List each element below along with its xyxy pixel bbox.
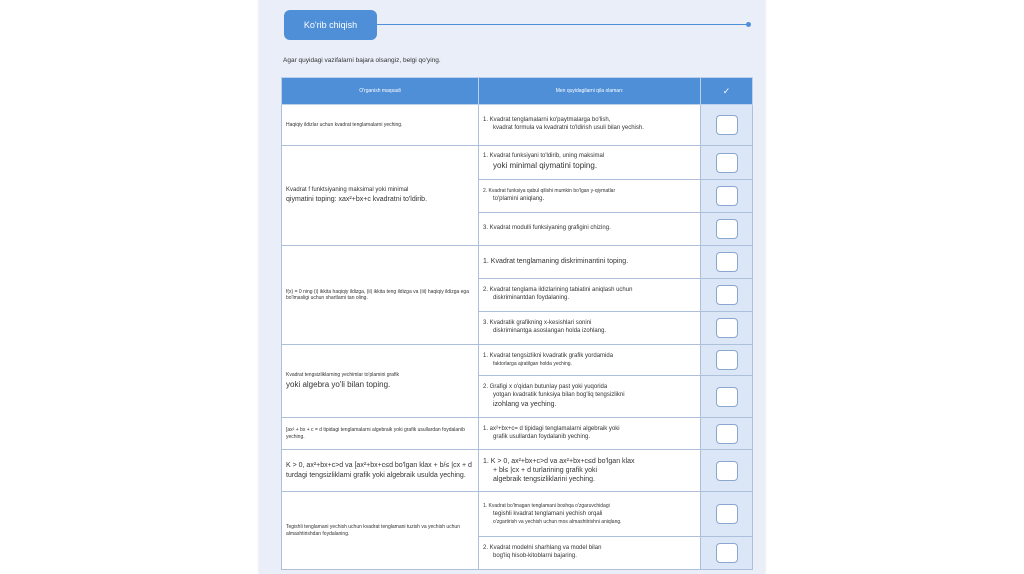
- check-cell: [701, 279, 753, 312]
- checkbox[interactable]: [716, 318, 738, 338]
- table-header-row: [282, 78, 753, 105]
- check-cell: [701, 105, 753, 146]
- task-text: to'plamini aniqlang.: [493, 196, 545, 202]
- task-text: yotgan kvadratik funksiya bilan bog'liq tengsizlikni: [493, 391, 625, 398]
- task-cell: 3. Kvadrat modulli funksiyaning grafigini chizing.: [479, 213, 701, 246]
- task-text: 1. ax²+bx+c= d tipidagi tenglamalarni algebraik yoki: [483, 425, 620, 432]
- task-text: 2. Grafigi x o'qidan butunlay past yoki yuqorida: [483, 384, 608, 391]
- task-text: kvadrat formula va kvadratni to'ldirish usuli bilan yechish.: [493, 125, 644, 131]
- check-cell: [701, 213, 753, 246]
- task-text: 2. Kvadrat tenglama ildizlarining tabiatini aniqlash uchun: [483, 287, 633, 294]
- task-text: diskriminantdan foydalaning.: [493, 295, 570, 301]
- checkbox[interactable]: [716, 504, 738, 524]
- task-cell: [479, 279, 701, 312]
- check-cell: [701, 312, 753, 345]
- checkbox[interactable]: [716, 252, 738, 272]
- col-header-tasks: Men quyidagilarni qila olaman:: [479, 78, 701, 105]
- check-cell: [701, 180, 753, 213]
- task-text: 1. Kvadrat funksiyani to'ldirib, uning maksimal: [483, 153, 605, 160]
- checkbox[interactable]: [716, 153, 738, 173]
- goal-cell: f(x) = 0 ning (i) ikkita haqiqiy ildizga, (ii) ikkita teng ildizga va (iii) haqiqiy ildizga ega bo'lmasligi uchun shartlarni tan oling.: [282, 246, 479, 345]
- check-cell: [701, 418, 753, 450]
- task-text: yoki minimal qiymatini toping.: [493, 161, 598, 171]
- task-text: + bl≤ |cx + d turlarining grafik yoki: [493, 466, 598, 474]
- check-cell: [701, 537, 753, 570]
- header-divider: [377, 24, 747, 25]
- task-cell: [479, 180, 701, 213]
- task-text: 2. Kvadrat modelni sharhlang va model bilan: [483, 545, 602, 552]
- table-row: [282, 492, 753, 537]
- checkbox[interactable]: [716, 543, 738, 563]
- table-row: [282, 246, 753, 279]
- instruction-text: Agar quyidagi vazifalarni bajara olsangiz, belgi qo'ying.: [283, 57, 441, 64]
- task-cell: [479, 146, 701, 180]
- task-cell: [479, 418, 701, 450]
- task-text: grafik usullardan foydalanib yeching.: [493, 433, 591, 440]
- goal-cell: [ax² + bx + c = d tipidagi tenglamalarni algebraik yoki grafik usullardan foydalanib yeching.: [282, 418, 479, 450]
- task-cell: [479, 450, 701, 492]
- task-text: algebraik tengsizliklarini yeching.: [493, 476, 595, 484]
- checkbox[interactable]: [716, 285, 738, 305]
- task-text: diskriminantga asoslangan holda izohlang.: [493, 328, 607, 334]
- section-title: Ko'rib chiqish: [284, 10, 377, 40]
- task-text: 1. Kvadrat tenglamalarni ko'paytmalarga bo'lish,: [483, 117, 611, 124]
- check-cell: [701, 146, 753, 180]
- task-text: o'zgartirish va yechish uchun mos almashtirishni aniqlang.: [493, 518, 622, 525]
- goal-text: qiymatini toping: xax²+bx+c kvadratni to'ldirib.: [286, 195, 428, 203]
- goal-cell: Tegishli tenglamani yechish uchun kvadrat tenglamani tuzish va yechish uchun almashtirishdan foydalaning.: [282, 492, 479, 570]
- task-text: tegishli kvadrat tenglamani yechish orqali: [493, 510, 603, 517]
- checkbox[interactable]: [716, 424, 738, 444]
- table-row: [282, 146, 753, 180]
- check-cell: [701, 450, 753, 492]
- goal-text: yoki algebra yo'li bilan toping.: [286, 379, 391, 389]
- task-text: 1. Kvadrat bo'lmagan tenglamani boshqa o'zgaruvchidagi: [483, 502, 610, 509]
- header-divider-dot: [746, 22, 751, 27]
- goal-cell: Haqiqiy ildizlar uchun kvadrat tenglamalarni yeching.: [282, 105, 479, 146]
- checkbox[interactable]: [716, 461, 738, 481]
- task-cell: [479, 105, 701, 146]
- check-cell: [701, 246, 753, 279]
- table-row: [282, 418, 753, 450]
- check-cell: [701, 345, 753, 376]
- checkbox[interactable]: [716, 387, 738, 407]
- checkbox[interactable]: [716, 186, 738, 206]
- task-text: izohlang va yeching.: [493, 400, 557, 408]
- table-row: [282, 450, 753, 492]
- goal-text: Kvadrat f funktsiyaning maksimal yoki minimal: [286, 186, 409, 193]
- goal-cell: K > 0, ax²+bx+c>d va [ax²+bx+c≤d bo'lgan klax + b/≤ |cx + d turdagi tengsizliklarni grafik yoki algebraik usulda yeching.: [282, 450, 479, 492]
- checkbox[interactable]: [716, 115, 738, 135]
- task-text: 2. Kvadrat funksiya qabul qilishi mumkin bo'lgan y-qiymatlar: [483, 188, 616, 195]
- task-text: 1. Kvadrat tengsizlikni kvadratik grafik yordamida: [483, 352, 614, 359]
- check-cell: [701, 376, 753, 418]
- task-cell: 1. Kvadrat tenglamaning diskriminantini toping.: [479, 246, 701, 279]
- checkbox[interactable]: [716, 219, 738, 239]
- task-cell: [479, 376, 701, 418]
- table-row: [282, 105, 753, 146]
- task-text: bog'liq hisob-kitoblarni bajaring.: [493, 553, 577, 559]
- worksheet-page: [259, 0, 765, 574]
- goal-cell: [282, 345, 479, 418]
- checkbox[interactable]: [716, 350, 738, 370]
- task-cell: [479, 345, 701, 376]
- task-cell: [479, 537, 701, 570]
- goal-text: Kvadrat tengsizliklarning yechimlar to'plamini grafik: [286, 371, 399, 378]
- col-header-goal: O'rganish maqsadi: [282, 78, 479, 105]
- task-cell: [479, 492, 701, 537]
- check-cell: [701, 492, 753, 537]
- task-text: 3. Kvadratik grafikning x-kesishlari sonini: [483, 320, 592, 327]
- col-header-check: ✓: [701, 78, 753, 105]
- goal-cell: [282, 146, 479, 246]
- checklist-table: [281, 77, 753, 570]
- task-text: 1. K > 0, ax²+bx+c>d va ax²+bx+c≤d bo'lgan klax: [483, 457, 635, 465]
- task-text: faktorlarga ajratilgan holda yeching.: [493, 360, 572, 367]
- task-cell: [479, 312, 701, 345]
- table-row: [282, 345, 753, 376]
